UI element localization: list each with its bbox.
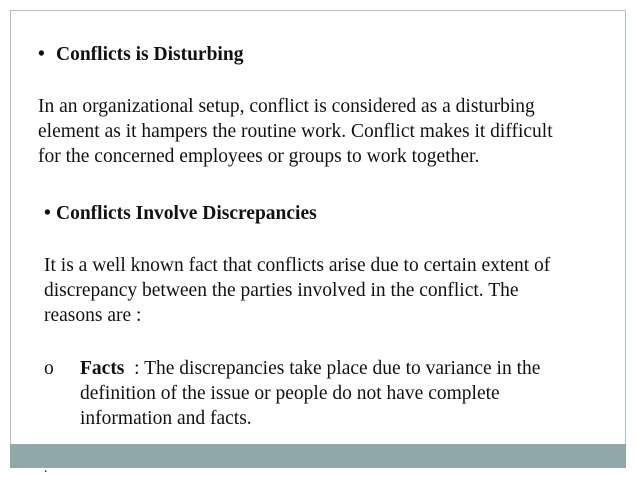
section1-heading-row [38,42,243,67]
section2-line: discrepancy between the parties involved in the conflict. The [44,280,519,301]
footer-mark: . [44,461,48,476]
section1-line: element as it hampers the routine work. Conflict makes it difficult [38,121,553,142]
subpoint-term: Facts [80,358,125,379]
section2-line: reasons are : [44,305,142,326]
subpoint-first-line-rest: : The discrepancies take place due to variance in the [124,358,541,379]
section1-heading: Conflicts is Disturbing [56,44,244,65]
section2-heading-row [44,201,317,226]
section2-heading: Conflicts Involve Discrepancies [56,203,317,224]
subpoint-paragraph [80,356,540,431]
subpoint-first-line [80,356,540,381]
section2-paragraph [44,253,550,328]
bullet-icon: • [38,44,45,65]
section1-line: In an organizational setup, conflict is considered as a disturbing [38,96,535,117]
slide-bottom-bar [10,444,626,468]
section1-line: for the concerned employees or groups to work together. [38,146,480,167]
subpoint-line: information and facts. [80,408,252,429]
sub-bullet-marker: o [44,358,54,379]
section2-line: It is a well known fact that conflicts arise due to certain extent of [44,255,551,276]
bullet-icon: • [44,203,51,224]
section1-paragraph [38,94,553,169]
subpoint-line: definition of the issue or people do not have complete [80,383,500,404]
